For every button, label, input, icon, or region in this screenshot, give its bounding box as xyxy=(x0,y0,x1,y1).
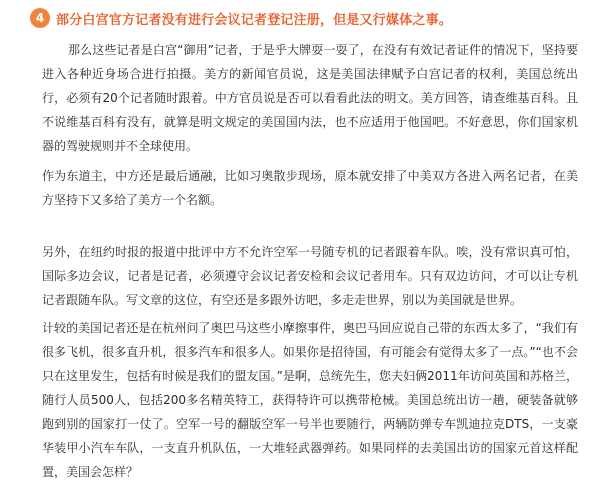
paragraph-3: 另外，在纽约时报的报道中批评中方不允许空军一号随专机的记者跟着车队。唉，没有常识真可怕，国际多边会议，记者是记者，必须遵守会议记者安检和会议记者用车。只有双边访问，才可以让专机记者跟随车队。写文章的这位，有空还是多跟外访吧，多走走世界，别以为美国就是世界。 xyxy=(42,245,578,307)
section-number-badge: 4 xyxy=(30,8,50,28)
paragraph-4: 计较的美国记者还是在杭州问了奥巴马这些小摩擦事件，奥巴马回应说自己带的东西太多了，“我们有很多飞机，很多直升机，很多汽车和很多人。如果你是招待国，有可能会有觉得太多了一点。”“也不会只在这里发生，包括有时候是我们的盟友国。”是啊，总统先生，您夫妇俩2011年访问英国和苏格兰，随行人员500人，包括200多名精英特工，获得特许可以携带枪械。美国总统出访一趟，硬装备就够跑到别的国家打一仗了。空军一号的翻版空军一号半也要随行，两辆防弹专车凯迪拉克DTS，一支豪华装甲小汽车车队，一支直升机队伍，一大堆轻武器弹药。如果同样的去美国出访的国家元首这样配置，美国会怎样？ xyxy=(42,321,578,479)
section-heading xyxy=(30,8,452,28)
section-title: 部分白宫官方记者没有进行会议记者登记注册，但是又行媒体之事。 xyxy=(56,12,453,28)
paragraph-2: 作为东道主，中方还是最后通融，比如习奥散步现场，原本就安排了中美双方各进入两名记者，在美方坚持下又多给了美方一个名额。 xyxy=(42,169,578,207)
paragraph-1: 那么这些记者是白宫“御用”记者，于是乎大牌耍一耍了，在没有有效记者证件的情况下，坚持要进入各种近身场合进行拍摄。美方的新闻官员说，这是美国法律赋予白宫记者的权利，美国总统出行，必须有20个记者随时跟着。中方官员说是否可以看看此法的明文。美方回答，请查维基百科。且不说维基百科有没有，就算是明文规定的美国国内法，也不应适用于他国吧。不好意思，你们国家机器的驾驶规则并不全球使用。 xyxy=(42,43,578,153)
